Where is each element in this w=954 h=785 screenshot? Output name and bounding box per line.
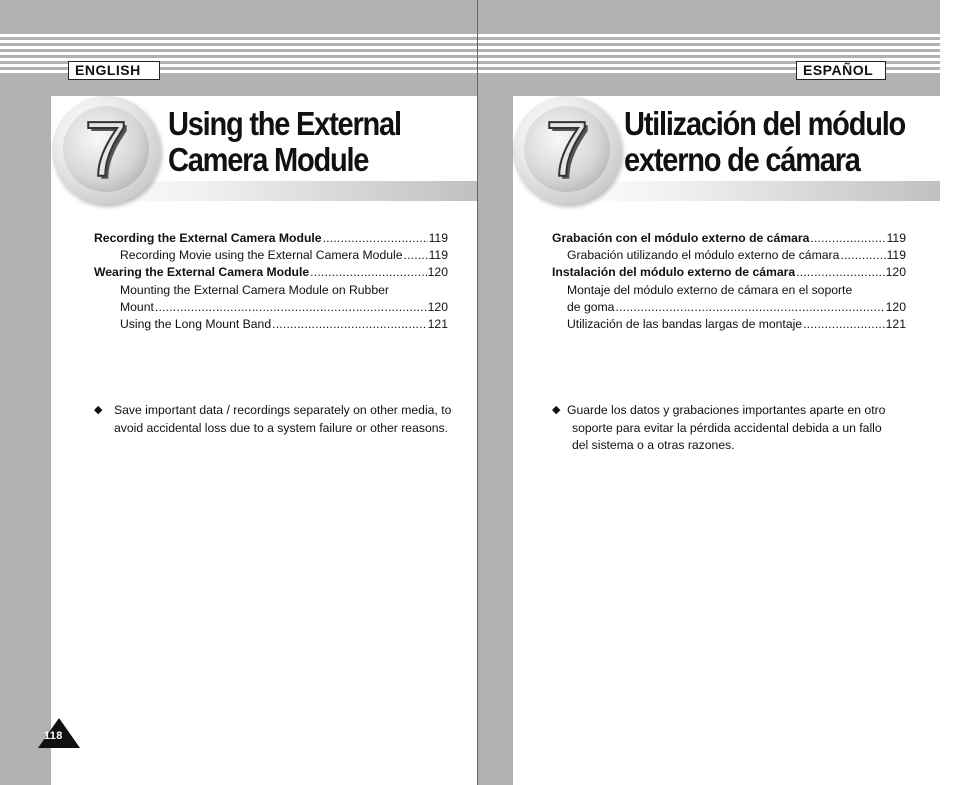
chapter-number: 7 xyxy=(84,105,128,193)
chapter-badge xyxy=(52,96,160,204)
chapter-title-line: Camera Module xyxy=(168,141,369,178)
language-label: ENGLISH xyxy=(68,61,160,80)
toc-entry[interactable] xyxy=(94,247,448,264)
chapter-number: 7 xyxy=(545,105,589,193)
right-page xyxy=(478,0,940,785)
note-line: Guarde los datos y grabaciones importantes aparte en otro xyxy=(567,403,886,417)
toc-entry-page: 119 xyxy=(428,248,448,263)
language-label: ESPAÑOL xyxy=(796,61,886,80)
toc-entry-text: Utilización de las bandas largas de montaje xyxy=(567,317,803,332)
toc-entry-text: Wearing the External Camera Module xyxy=(94,265,310,280)
toc-entry-text: de goma xyxy=(567,299,615,314)
toc-entry[interactable] xyxy=(94,264,448,281)
toc-entry-page: 120 xyxy=(885,299,906,314)
chapter-title xyxy=(168,106,401,178)
toc-entry-page: 119 xyxy=(886,248,906,263)
outer-margin xyxy=(940,0,954,785)
chapter-title-line: Using the External xyxy=(168,105,401,142)
chapter-title-line: Utilización del módulo xyxy=(624,105,906,142)
toc-entry[interactable] xyxy=(552,264,906,281)
toc-entry[interactable] xyxy=(552,299,906,316)
diamond-bullet-icon: ◆ xyxy=(94,404,103,416)
title-strip xyxy=(566,181,940,201)
side-bar xyxy=(478,96,513,785)
toc-entry-page: 121 xyxy=(427,317,448,332)
toc-entry-page: 120 xyxy=(427,299,448,314)
toc-entry[interactable] xyxy=(94,230,448,247)
page-number: 118 xyxy=(44,730,63,742)
toc-entry[interactable] xyxy=(94,299,448,316)
toc-entry-page: 119 xyxy=(428,231,448,245)
note xyxy=(94,402,474,437)
toc-entry-text: Mounting the External Camera Module on Rubber xyxy=(120,282,389,297)
toc-entry-page: 120 xyxy=(885,265,906,280)
note-line: soporte para evitar la pérdida accidental debida a un fallo xyxy=(572,420,882,435)
toc-entry-text: Montaje del módulo externo de cámara en el soporte xyxy=(567,282,853,297)
toc-entry-continued xyxy=(552,282,906,299)
toc-entry-page: 120 xyxy=(427,265,448,280)
side-bar xyxy=(0,96,51,785)
toc-entry[interactable] xyxy=(552,316,906,333)
toc-entry-text: Recording Movie using the External Camera Module xyxy=(120,248,403,263)
diamond-bullet-icon: ◆ xyxy=(552,404,561,416)
toc-entry-continued xyxy=(94,282,448,299)
table-of-contents xyxy=(552,230,906,333)
toc-entry-text: Using the Long Mount Band xyxy=(120,317,272,332)
note-line: avoid accidental loss due to a system failure or other reasons. xyxy=(114,420,448,435)
chapter-badge xyxy=(513,96,621,204)
chapter-title-line: externo de cámara xyxy=(624,141,860,178)
toc-entry-text: Mount xyxy=(120,299,154,314)
table-of-contents xyxy=(94,230,448,333)
toc-entry-text: Grabación utilizando el módulo externo de cámara xyxy=(567,248,840,263)
toc-entry[interactable] xyxy=(552,247,906,264)
page-number-badge xyxy=(38,718,80,748)
toc-entry[interactable] xyxy=(94,316,448,333)
note xyxy=(552,402,932,455)
note-line: Save important data / recordings separately on other media, to xyxy=(114,403,452,417)
toc-entry-page: 119 xyxy=(886,231,906,245)
note-line: del sistema o a otras razones. xyxy=(572,438,735,452)
toc-entry-text: Instalación del módulo externo de cámara xyxy=(552,265,796,280)
toc-entry[interactable] xyxy=(552,230,906,247)
chapter-title xyxy=(624,106,905,178)
toc-entry-text: Grabación con el módulo externo de cámara xyxy=(552,231,810,245)
toc-entry-text: Recording the External Camera Module xyxy=(94,231,322,245)
toc-entry-page: 121 xyxy=(885,317,906,332)
